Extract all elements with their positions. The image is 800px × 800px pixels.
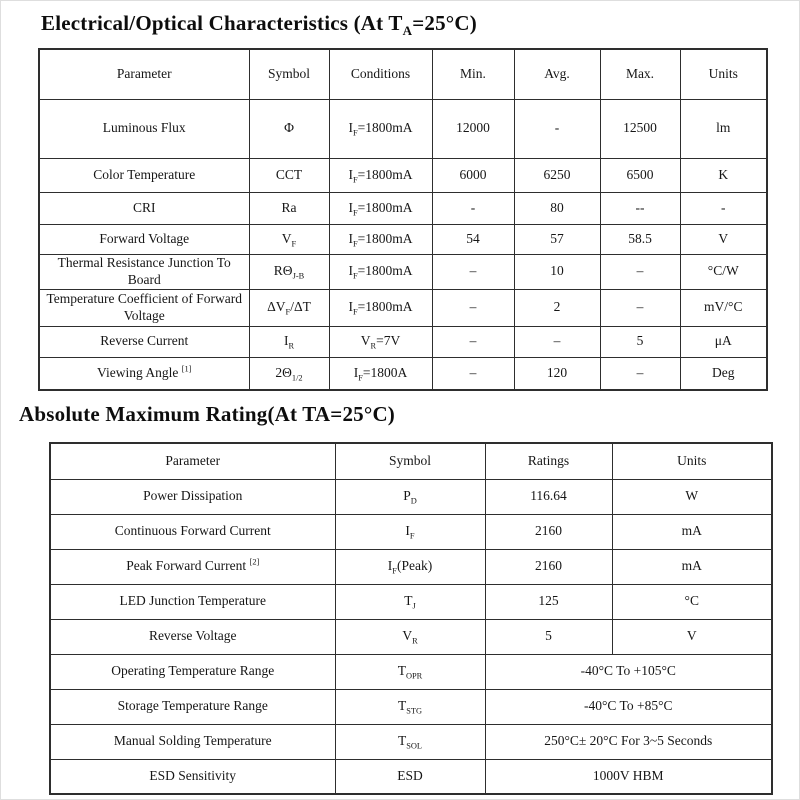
- cell-max: –: [600, 289, 680, 326]
- cell-parameter: CRI: [39, 192, 249, 224]
- cell-symbol: Φ: [249, 99, 329, 158]
- column-header-avg: Avg.: [514, 49, 600, 99]
- column-header-units: Units: [612, 443, 772, 479]
- cell-symbol: $R\Theta_{J-B}$: [249, 254, 329, 289]
- table-row: [50, 619, 772, 654]
- cell-ratings: 2160: [485, 514, 612, 549]
- table-row: [50, 549, 772, 584]
- cell-ratings-merged: 250°C± 20°C For 3~5 Seconds: [485, 724, 772, 759]
- column-header-max: Max.: [600, 49, 680, 99]
- cell-max: –: [600, 254, 680, 289]
- cell-min: –: [432, 254, 514, 289]
- cell-parameter: Color Temperature: [39, 158, 249, 192]
- column-header-parameter: Parameter: [39, 49, 249, 99]
- cell-conditions: $I_F=1800A$: [329, 357, 432, 390]
- cell-avg: 120: [514, 357, 600, 390]
- cell-units: mA: [612, 514, 772, 549]
- cell-parameter: Temperature Coefficient of Forward Voltage: [39, 289, 249, 326]
- table-row: [50, 654, 772, 689]
- cell-units: V: [680, 224, 767, 254]
- cell-units: mV/°C: [680, 289, 767, 326]
- cell-ratings: 2160: [485, 549, 612, 584]
- cell-min: –: [432, 289, 514, 326]
- table-row: [50, 514, 772, 549]
- cell-parameter: Storage Temperature Range: [50, 689, 335, 724]
- table-header-row: [39, 49, 767, 99]
- cell-symbol: Ra: [249, 192, 329, 224]
- cell-units: K: [680, 158, 767, 192]
- table-row: [39, 289, 767, 326]
- cell-parameter: Manual Solding Temperature: [50, 724, 335, 759]
- table-row: [39, 326, 767, 357]
- cell-max: 12500: [600, 99, 680, 158]
- table-row: [39, 357, 767, 390]
- section-title-absolute-maximum-rating: Absolute Maximum Rating(At TA=25°C): [19, 402, 395, 426]
- cell-min: 6000: [432, 158, 514, 192]
- table-header-row: [50, 443, 772, 479]
- cell-avg: 80: [514, 192, 600, 224]
- electrical-optical-characteristics-table: [38, 48, 768, 391]
- cell-conditions: $I_F=1800mA$: [329, 224, 432, 254]
- table-row: [50, 584, 772, 619]
- table-row: [50, 689, 772, 724]
- cell-min: 54: [432, 224, 514, 254]
- cell-parameter: Luminous Flux: [39, 99, 249, 158]
- column-header-symbol: Symbol: [335, 443, 485, 479]
- cell-parameter: Forward Voltage: [39, 224, 249, 254]
- table-row: [39, 192, 767, 224]
- cell-symbol: $2\Theta_{1/2}$: [249, 357, 329, 390]
- cell-parameter: ESD Sensitivity: [50, 759, 335, 794]
- cell-conditions: $I_F=1800mA$: [329, 99, 432, 158]
- column-header-ratings: Ratings: [485, 443, 612, 479]
- cell-parameter: Reverse Current: [39, 326, 249, 357]
- table-row: [39, 99, 767, 158]
- cell-min: -: [432, 192, 514, 224]
- cell-symbol: $V_R$: [335, 619, 485, 654]
- table-row: [50, 724, 772, 759]
- cell-max: --: [600, 192, 680, 224]
- cell-units: -: [680, 192, 767, 224]
- cell-avg: -: [514, 99, 600, 158]
- cell-units: lm: [680, 99, 767, 158]
- cell-max: 5: [600, 326, 680, 357]
- cell-symbol: $T_{OPR}$: [335, 654, 485, 689]
- column-header-conditions: Conditions: [329, 49, 432, 99]
- column-header-min: Min.: [432, 49, 514, 99]
- cell-units: μA: [680, 326, 767, 357]
- cell-avg: 57: [514, 224, 600, 254]
- cell-units: W: [612, 479, 772, 514]
- cell-symbol: ESD: [335, 759, 485, 794]
- cell-parameter: Operating Temperature Range: [50, 654, 335, 689]
- cell-units: °C/W: [680, 254, 767, 289]
- cell-symbol: $V_F$: [249, 224, 329, 254]
- column-header-units: Units: [680, 49, 767, 99]
- section-title-electrical-optical-characteristics: Electrical/Optical Characteristics (At $T_A=25^\circ C$): [41, 11, 477, 39]
- table-row: [39, 158, 767, 192]
- cell-ratings: 116.64: [485, 479, 612, 514]
- cell-units: °C: [612, 584, 772, 619]
- column-header-parameter: Parameter: [50, 443, 335, 479]
- cell-conditions: $V_R=7V$: [329, 326, 432, 357]
- cell-avg: 2: [514, 289, 600, 326]
- cell-conditions: $I_F=1800mA$: [329, 289, 432, 326]
- cell-ratings-merged: -40°C To +105°C: [485, 654, 772, 689]
- cell-min: 12000: [432, 99, 514, 158]
- cell-conditions: $I_F=1800mA$: [329, 192, 432, 224]
- table-row: [50, 759, 772, 794]
- cell-symbol: $P_D$: [335, 479, 485, 514]
- cell-min: –: [432, 357, 514, 390]
- cell-symbol: $T_{STG}$: [335, 689, 485, 724]
- cell-symbol: CCT: [249, 158, 329, 192]
- cell-units: Deg: [680, 357, 767, 390]
- cell-conditions: $I_F=1800mA$: [329, 254, 432, 289]
- cell-parameter: Viewing Angle [1]: [39, 357, 249, 390]
- cell-parameter: LED Junction Temperature: [50, 584, 335, 619]
- cell-ratings-merged: -40°C To +85°C: [485, 689, 772, 724]
- table-row: [39, 224, 767, 254]
- cell-avg: –: [514, 326, 600, 357]
- cell-symbol: $I_R$: [249, 326, 329, 357]
- cell-symbol: $I_F$: [335, 514, 485, 549]
- table-row: [39, 254, 767, 289]
- cell-parameter: Continuous Forward Current: [50, 514, 335, 549]
- cell-parameter: Reverse Voltage: [50, 619, 335, 654]
- cell-symbol: $I_F(Peak)$: [335, 549, 485, 584]
- cell-units: mA: [612, 549, 772, 584]
- absolute-maximum-rating-table: [49, 442, 773, 795]
- cell-max: –: [600, 357, 680, 390]
- cell-parameter: Power Dissipation: [50, 479, 335, 514]
- column-header-symbol: Symbol: [249, 49, 329, 99]
- cell-ratings-merged: 1000V HBM: [485, 759, 772, 794]
- cell-units: V: [612, 619, 772, 654]
- cell-conditions: $I_F=1800mA$: [329, 158, 432, 192]
- cell-max: 6500: [600, 158, 680, 192]
- table-row: [50, 479, 772, 514]
- cell-max: 58.5: [600, 224, 680, 254]
- cell-avg: 6250: [514, 158, 600, 192]
- cell-symbol: $T_{SOL}$: [335, 724, 485, 759]
- cell-parameter: Peak Forward Current [2]: [50, 549, 335, 584]
- cell-symbol: $T_J$: [335, 584, 485, 619]
- cell-ratings: 125: [485, 584, 612, 619]
- cell-min: –: [432, 326, 514, 357]
- cell-parameter: Thermal Resistance Junction To Board: [39, 254, 249, 289]
- cell-symbol: $\Delta V_F/\Delta T$: [249, 289, 329, 326]
- cell-ratings: 5: [485, 619, 612, 654]
- cell-avg: 10: [514, 254, 600, 289]
